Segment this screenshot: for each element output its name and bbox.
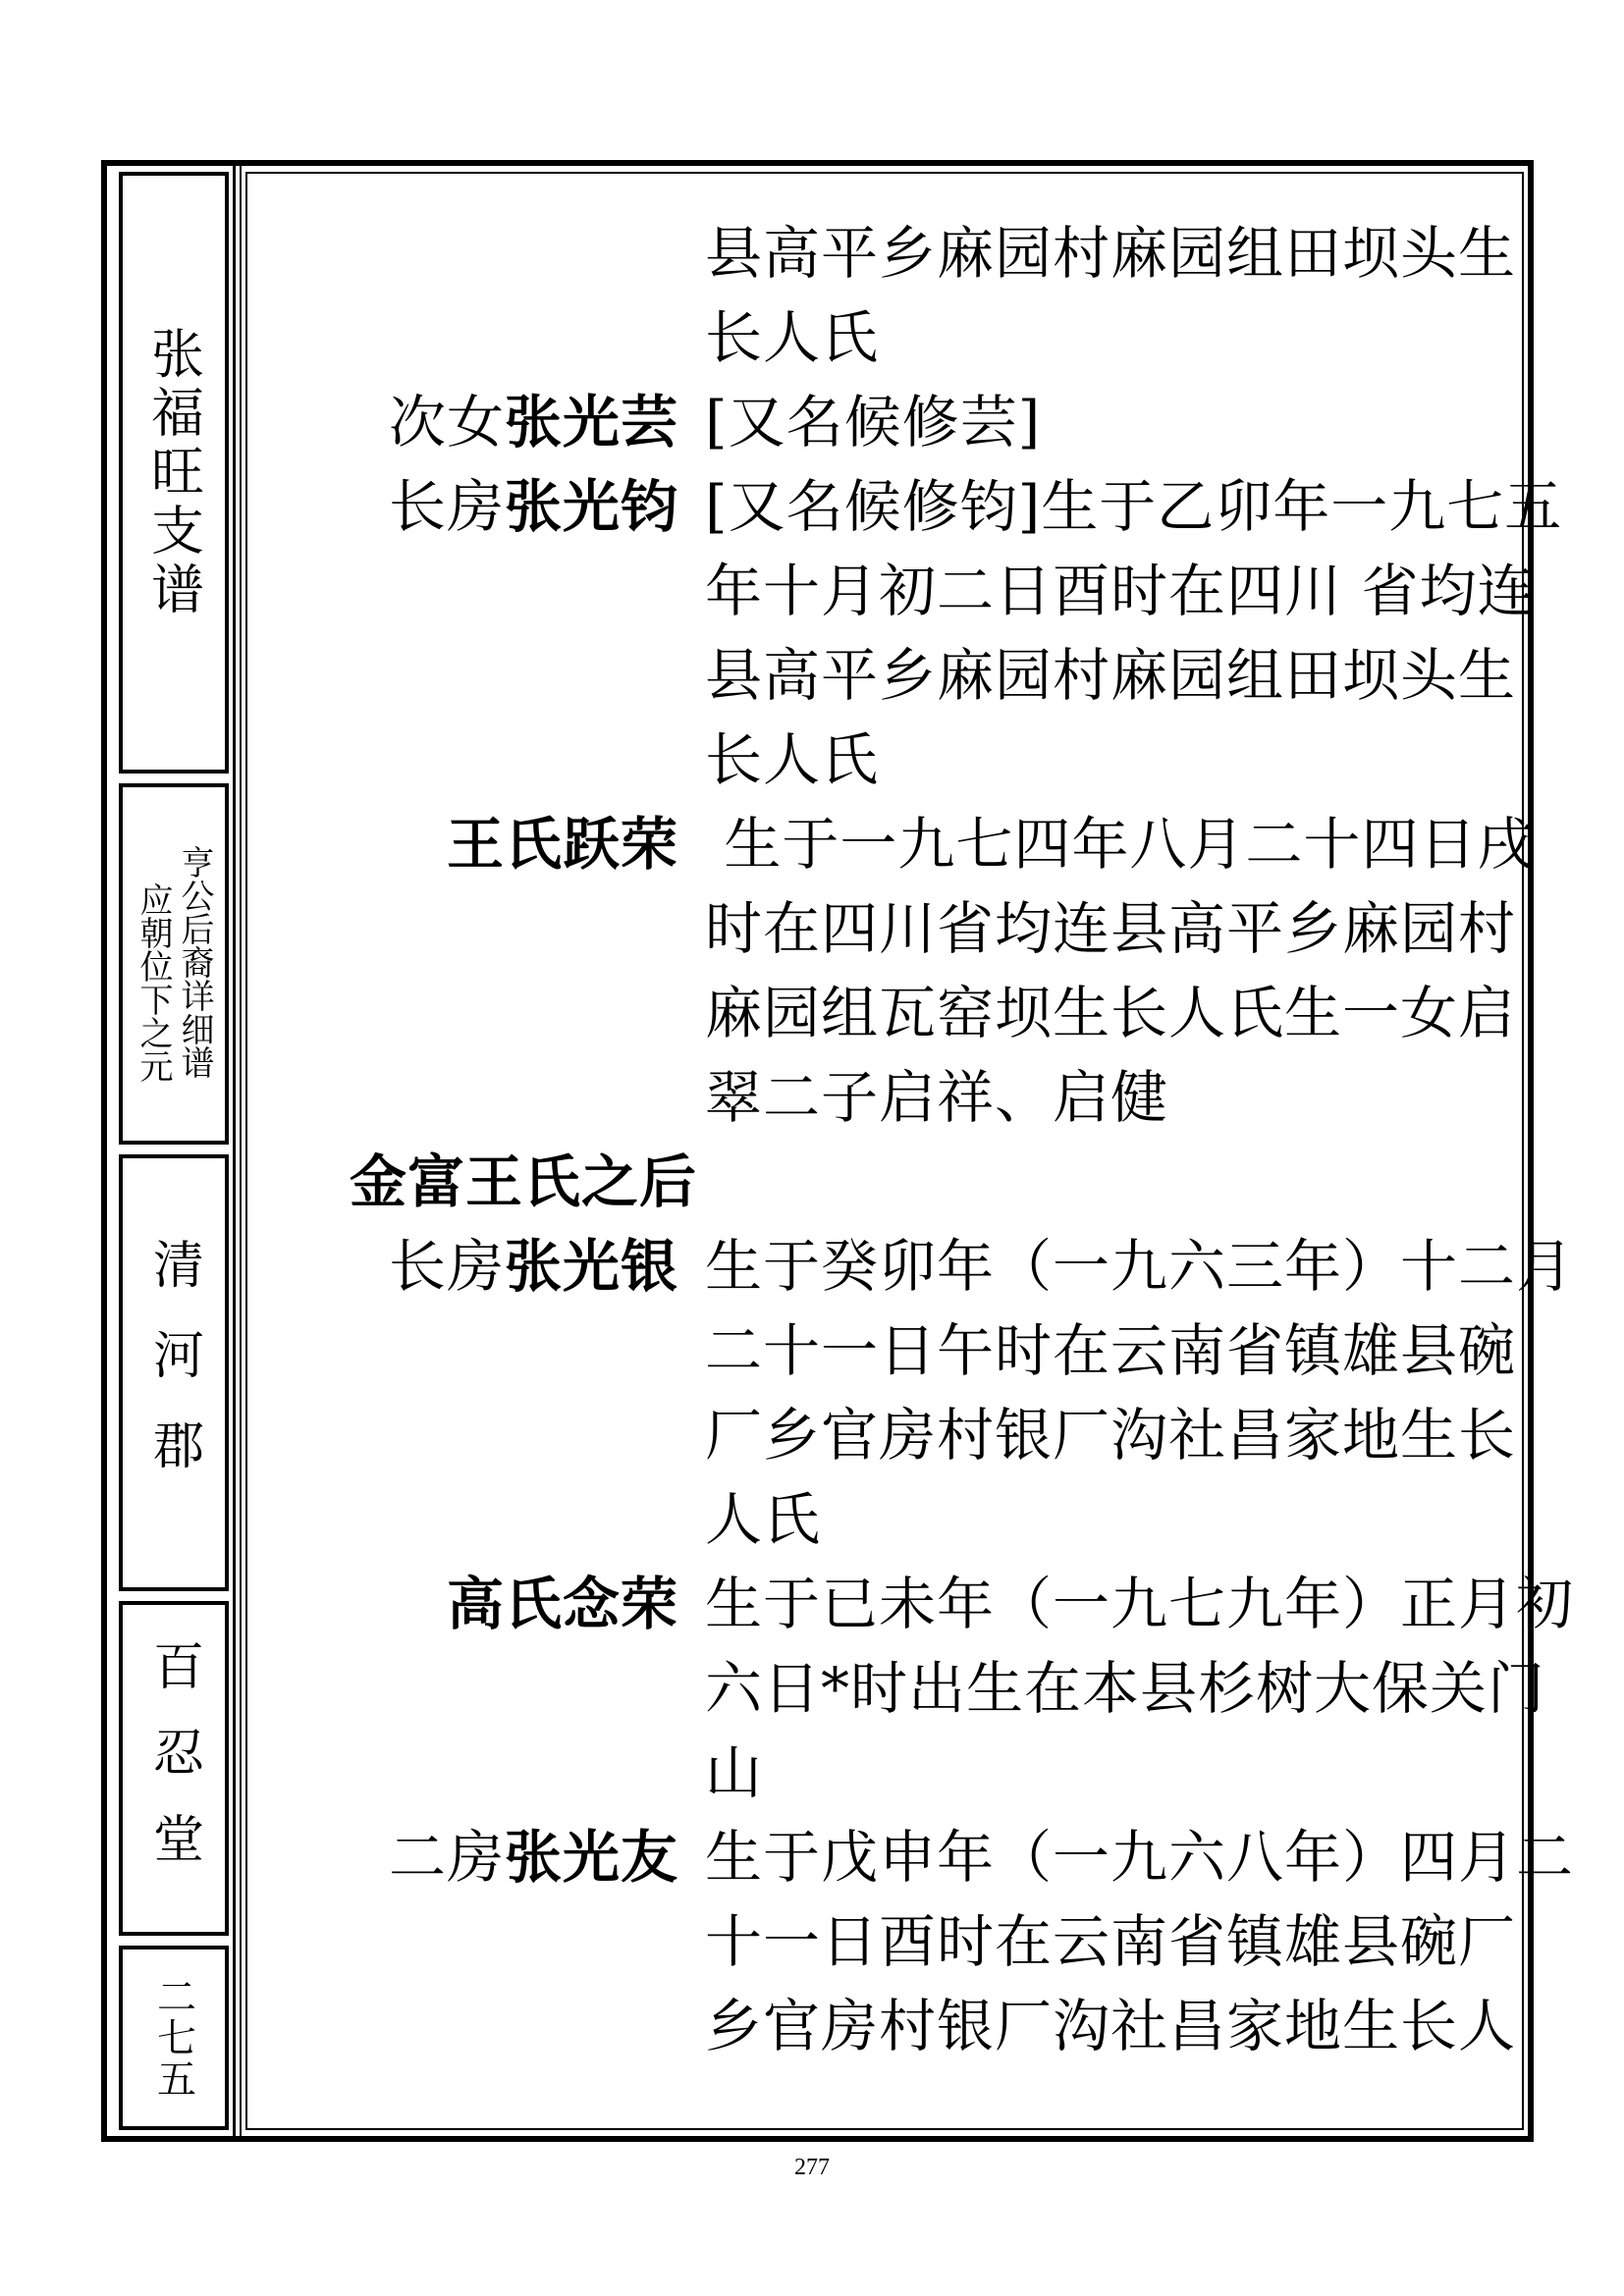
entry-label	[350, 1224, 678, 1308]
entry-name: 张光芸	[504, 389, 678, 455]
entry-line: 二十一日午时在云南省镇雄县碗	[705, 1317, 1517, 1384]
entry-name: 张光银	[504, 1233, 678, 1300]
section-heading: 金富王氏之后	[350, 1148, 698, 1215]
entry-line: 十一日酉时在云南省镇雄县碗厂	[705, 1908, 1517, 1975]
entry-line: 年十月初二日酉时在四川 省均连	[705, 558, 1536, 624]
entry-line: 时在四川省均连县高平乡麻园村	[705, 895, 1517, 962]
entry-line: 县高平乡麻园村麻园组田坝头生	[705, 642, 1517, 709]
entry-line: [又名候修钧]生于乙卯年一九七五	[705, 473, 1563, 540]
sidebar-subtitle-box	[119, 783, 229, 1145]
entry-line: 麻园组瓦窑坝生长人氏生一女启	[705, 980, 1517, 1046]
entry-relation: 二房	[388, 1824, 505, 1891]
entry-line: 厂乡官房村银厂沟社昌家地生长	[705, 1402, 1517, 1468]
entry-line: 生于已未年（一九七九年）正月初	[705, 1571, 1575, 1637]
entry-label	[350, 1815, 678, 1899]
sidebar-subtitle-col2: 应朝位下之元	[134, 882, 173, 1083]
entry-name: 高氏念荣	[446, 1571, 678, 1637]
entry-relation: 长房	[388, 473, 505, 540]
page-frame	[101, 160, 1575, 2142]
entry-line: 生于戊申年（一九六八年）四月二	[705, 1824, 1575, 1891]
entry-line: 乡官房村银厂沟社昌家地生长人	[705, 1993, 1517, 2059]
sidebar-place: 清河郡	[143, 1237, 203, 1509]
entry-line: 长人氏	[705, 304, 880, 371]
entry-line: 县高平乡麻园村麻园组田坝头生	[705, 220, 1517, 287]
entry-label	[350, 464, 678, 549]
entry-line: 人氏	[705, 1486, 822, 1553]
sidebar-hall-box	[119, 1601, 229, 1936]
main-content	[245, 172, 1575, 2130]
entry-relation: 长房	[388, 1233, 505, 1300]
sidebar-subtitle	[134, 845, 214, 1083]
entry-relation: 次女	[388, 389, 505, 455]
entry-name: 张光友	[504, 1824, 678, 1891]
page-number: 277	[794, 2155, 830, 2180]
entry-line: 六日*时出生在本县杉树大保关门	[705, 1655, 1546, 1722]
sidebar-title-box	[119, 172, 229, 774]
sidebar-page-box	[119, 1946, 229, 2130]
entry-line: 山	[705, 1739, 764, 1806]
entry-name: 王氏跃荣	[446, 811, 678, 878]
entry-line: [又名候修芸]	[705, 389, 1042, 455]
entry-line: 翠二子启祥、启健	[705, 1064, 1169, 1131]
sidebar-title: 张福旺支谱	[142, 325, 205, 620]
sidebar	[113, 172, 229, 2130]
entry-label	[350, 1562, 678, 1646]
sidebar-place-box	[119, 1154, 229, 1591]
divider-line	[233, 166, 236, 2136]
divider-line-thin	[240, 166, 242, 2136]
sidebar-hall: 百忍堂	[143, 1638, 203, 1898]
entry-line: 生于一九七四年八月二十四日戌	[705, 811, 1536, 878]
sidebar-subtitle-col1: 亨公后裔详细谱	[175, 845, 214, 1079]
entry-name: 张光钧	[504, 473, 678, 540]
entry-label	[350, 802, 678, 886]
entry-line: 长人氏	[705, 726, 880, 793]
sidebar-page-number: 二七五	[150, 1976, 196, 2100]
entry-label	[350, 380, 678, 464]
entry-line: 生于癸卯年（一九六三年）十二月	[705, 1233, 1575, 1300]
